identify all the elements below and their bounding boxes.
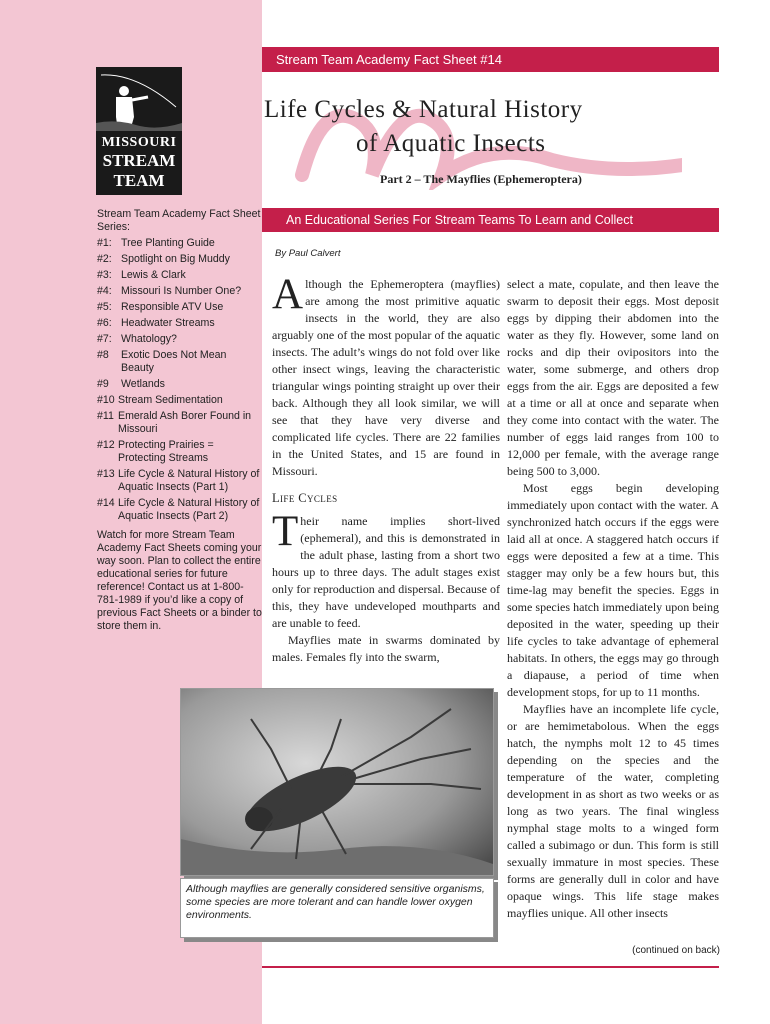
item-title: Protecting Prairies = Protecting Streams	[118, 439, 214, 464]
article-column-1	[272, 271, 500, 666]
list-item	[97, 269, 262, 282]
list-item	[97, 301, 262, 314]
item-title: Lewis & Clark	[121, 269, 186, 281]
item-number: #1:	[97, 237, 112, 249]
fisherman-icon	[96, 67, 182, 131]
list-item	[97, 378, 262, 391]
paragraph-life-cycles	[272, 508, 500, 632]
list-item	[97, 410, 262, 436]
item-title: Missouri Is Number One?	[121, 285, 242, 297]
page-title-line-2: of Aquatic Insects	[356, 130, 546, 157]
item-title: Life Cycle & Natural History of Aquatic Insects (Part 2)	[118, 497, 260, 522]
paragraph-text: Mayflies have an incomplete life cycle, or are hemimetabolous. When the eggs hatch, the nymphs molt 12 to 45 times depending on the species and the temperature of the water, completing development in as short as two weeks or as long as two years. The final wingless nymphal stage molts to a winged form called a subimago or dun. This form is still sexually immature in most species. These forms are generally dull in color and have opaque wings. This life stage makes mayflies unique. All other insects	[507, 702, 719, 920]
item-title: Headwater Streams	[121, 317, 215, 329]
item-title: Responsible ATV Use	[121, 301, 224, 313]
list-item	[97, 253, 262, 266]
item-number: #6:	[97, 317, 112, 329]
fact-sheet-header-bar: Stream Team Academy Fact Sheet #14	[262, 47, 719, 72]
paragraph-text: lthough the Ephemeroptera (mayflies) are among the most primitive aquatic insects in the world, they are also arguably one of the most popular of the aquatic insects. The adult’s wings do not fold over like other insect wings, leaving the characteristic triangular wings pointing straight up over their back. Although they all look similar, we will see that they have very diverse and complicated life cycles. There are 22 families in the United States, and 15 are found in Missouri.	[272, 277, 500, 478]
item-number: #8	[97, 349, 109, 361]
item-title: Spotlight on Big Muddy	[121, 253, 230, 265]
item-title: Exotic Does Not Mean Beauty	[121, 349, 227, 374]
byline: By Paul Calvert	[275, 248, 341, 259]
item-number: #13	[97, 468, 115, 480]
paragraph-text: select a mate, copulate, and then leave the swarm to deposit their eggs. Most deposit eggs by dipping their abdomen into the water as they fly. However, some land on rocks and dip their ovipositors into the water, some submerge, and others drop eggs from the air. Eggs are deposited a few at a time or all at once and separate when they come into contact with the water. The number of eggs laid ranges from 100 to 12,000 per female, with the average range being 500 to 3,000.	[507, 277, 719, 478]
item-number: #12	[97, 439, 115, 451]
list-item	[97, 237, 262, 250]
list-item	[97, 439, 262, 465]
item-number: #4:	[97, 285, 112, 297]
item-title: Tree Planting Guide	[121, 237, 215, 249]
list-item	[97, 497, 262, 523]
mayfly-nymph-image	[181, 689, 493, 875]
item-title: Emerald Ash Borer Found in Missouri	[118, 410, 252, 435]
item-title: Life Cycle & Natural History of Aquatic Insects (Part 1)	[118, 468, 260, 493]
logo-line-1: MISSOURI	[101, 135, 177, 150]
continued-note: (continued on back)	[632, 945, 720, 956]
item-title: Whatology?	[121, 333, 177, 345]
list-item	[97, 394, 262, 407]
paragraph-text: heir name implies short-lived (ephemeral), and this is demonstrated in the adult phase, lasting from a short two hours up to three days. The adult stages exist only for reproduction and dispersal. Because of this, they have undeveloped mouthparts and are unable to feed.	[272, 514, 500, 630]
paragraph-text: Most eggs begin developing immediately upon contact with the water. A synchronized hatch occurs if the eggs were laid all at once. A staggered hatch occurs if eggs were deposited a few at a time. This stagger may only be a few hours but, this time-lag may benefit the species. Eggs in some species hatch immediately upon being deposited in the water, speeding up their life cycles to take advantage of ephemeral habitats. In others, the eggs may go through a diapause, a period of time when development stops, for up to 11 months.	[507, 481, 719, 699]
item-number: #11	[97, 410, 114, 422]
missouri-stream-team-logo	[96, 67, 182, 195]
list-item	[97, 285, 262, 298]
drop-cap: T	[272, 508, 299, 555]
fact-sheet-series-list	[97, 208, 262, 633]
watch-note: Watch for more Stream Team Academy Fact Sheets coming your way soon. Plan to collect the entire educational series for future reference! Contact us at 1-800-781-1989 if you’d like a copy of previous Fact Sheets or a binder to store them in.	[97, 529, 262, 632]
page-title-line-1: Life Cycles & Natural History	[264, 96, 583, 123]
item-number: #9	[97, 378, 109, 390]
item-title: Wetlands	[121, 378, 165, 390]
mayfly-nymph-photo	[180, 688, 494, 876]
page-subtitle: Part 2 – The Mayflies (Ephemeroptera)	[380, 172, 582, 186]
item-number: #3:	[97, 269, 112, 281]
paragraph-intro	[272, 271, 500, 480]
bottom-divider	[262, 966, 719, 968]
paragraph-text: Mayflies mate in swarms dominated by males. Females fly into the swarm,	[272, 633, 500, 664]
item-number: #5:	[97, 301, 112, 313]
list-item	[97, 317, 262, 330]
series-heading: Stream Team Academy Fact Sheet Series:	[97, 208, 261, 233]
list-item	[97, 468, 262, 494]
article-column-2	[507, 276, 719, 922]
logo-line-2: STREAM	[102, 151, 176, 170]
item-title: Stream Sedimentation	[118, 394, 223, 406]
item-number: #2:	[97, 253, 112, 265]
drop-cap: A	[272, 271, 304, 318]
logo-line-3: TEAM	[113, 171, 165, 190]
educational-series-bar: An Educational Series For Stream Teams To Learn and Collect	[262, 208, 719, 232]
item-number: #7:	[97, 333, 112, 345]
item-number: #14	[97, 497, 115, 509]
item-number: #10	[97, 394, 115, 406]
list-item	[97, 333, 262, 346]
list-item	[97, 349, 262, 375]
section-heading: Life Cycles	[272, 491, 338, 505]
photo-caption: Although mayflies are generally considered sensitive organisms, some species are more tolerant and can handle lower oxygen environments.	[180, 878, 494, 938]
